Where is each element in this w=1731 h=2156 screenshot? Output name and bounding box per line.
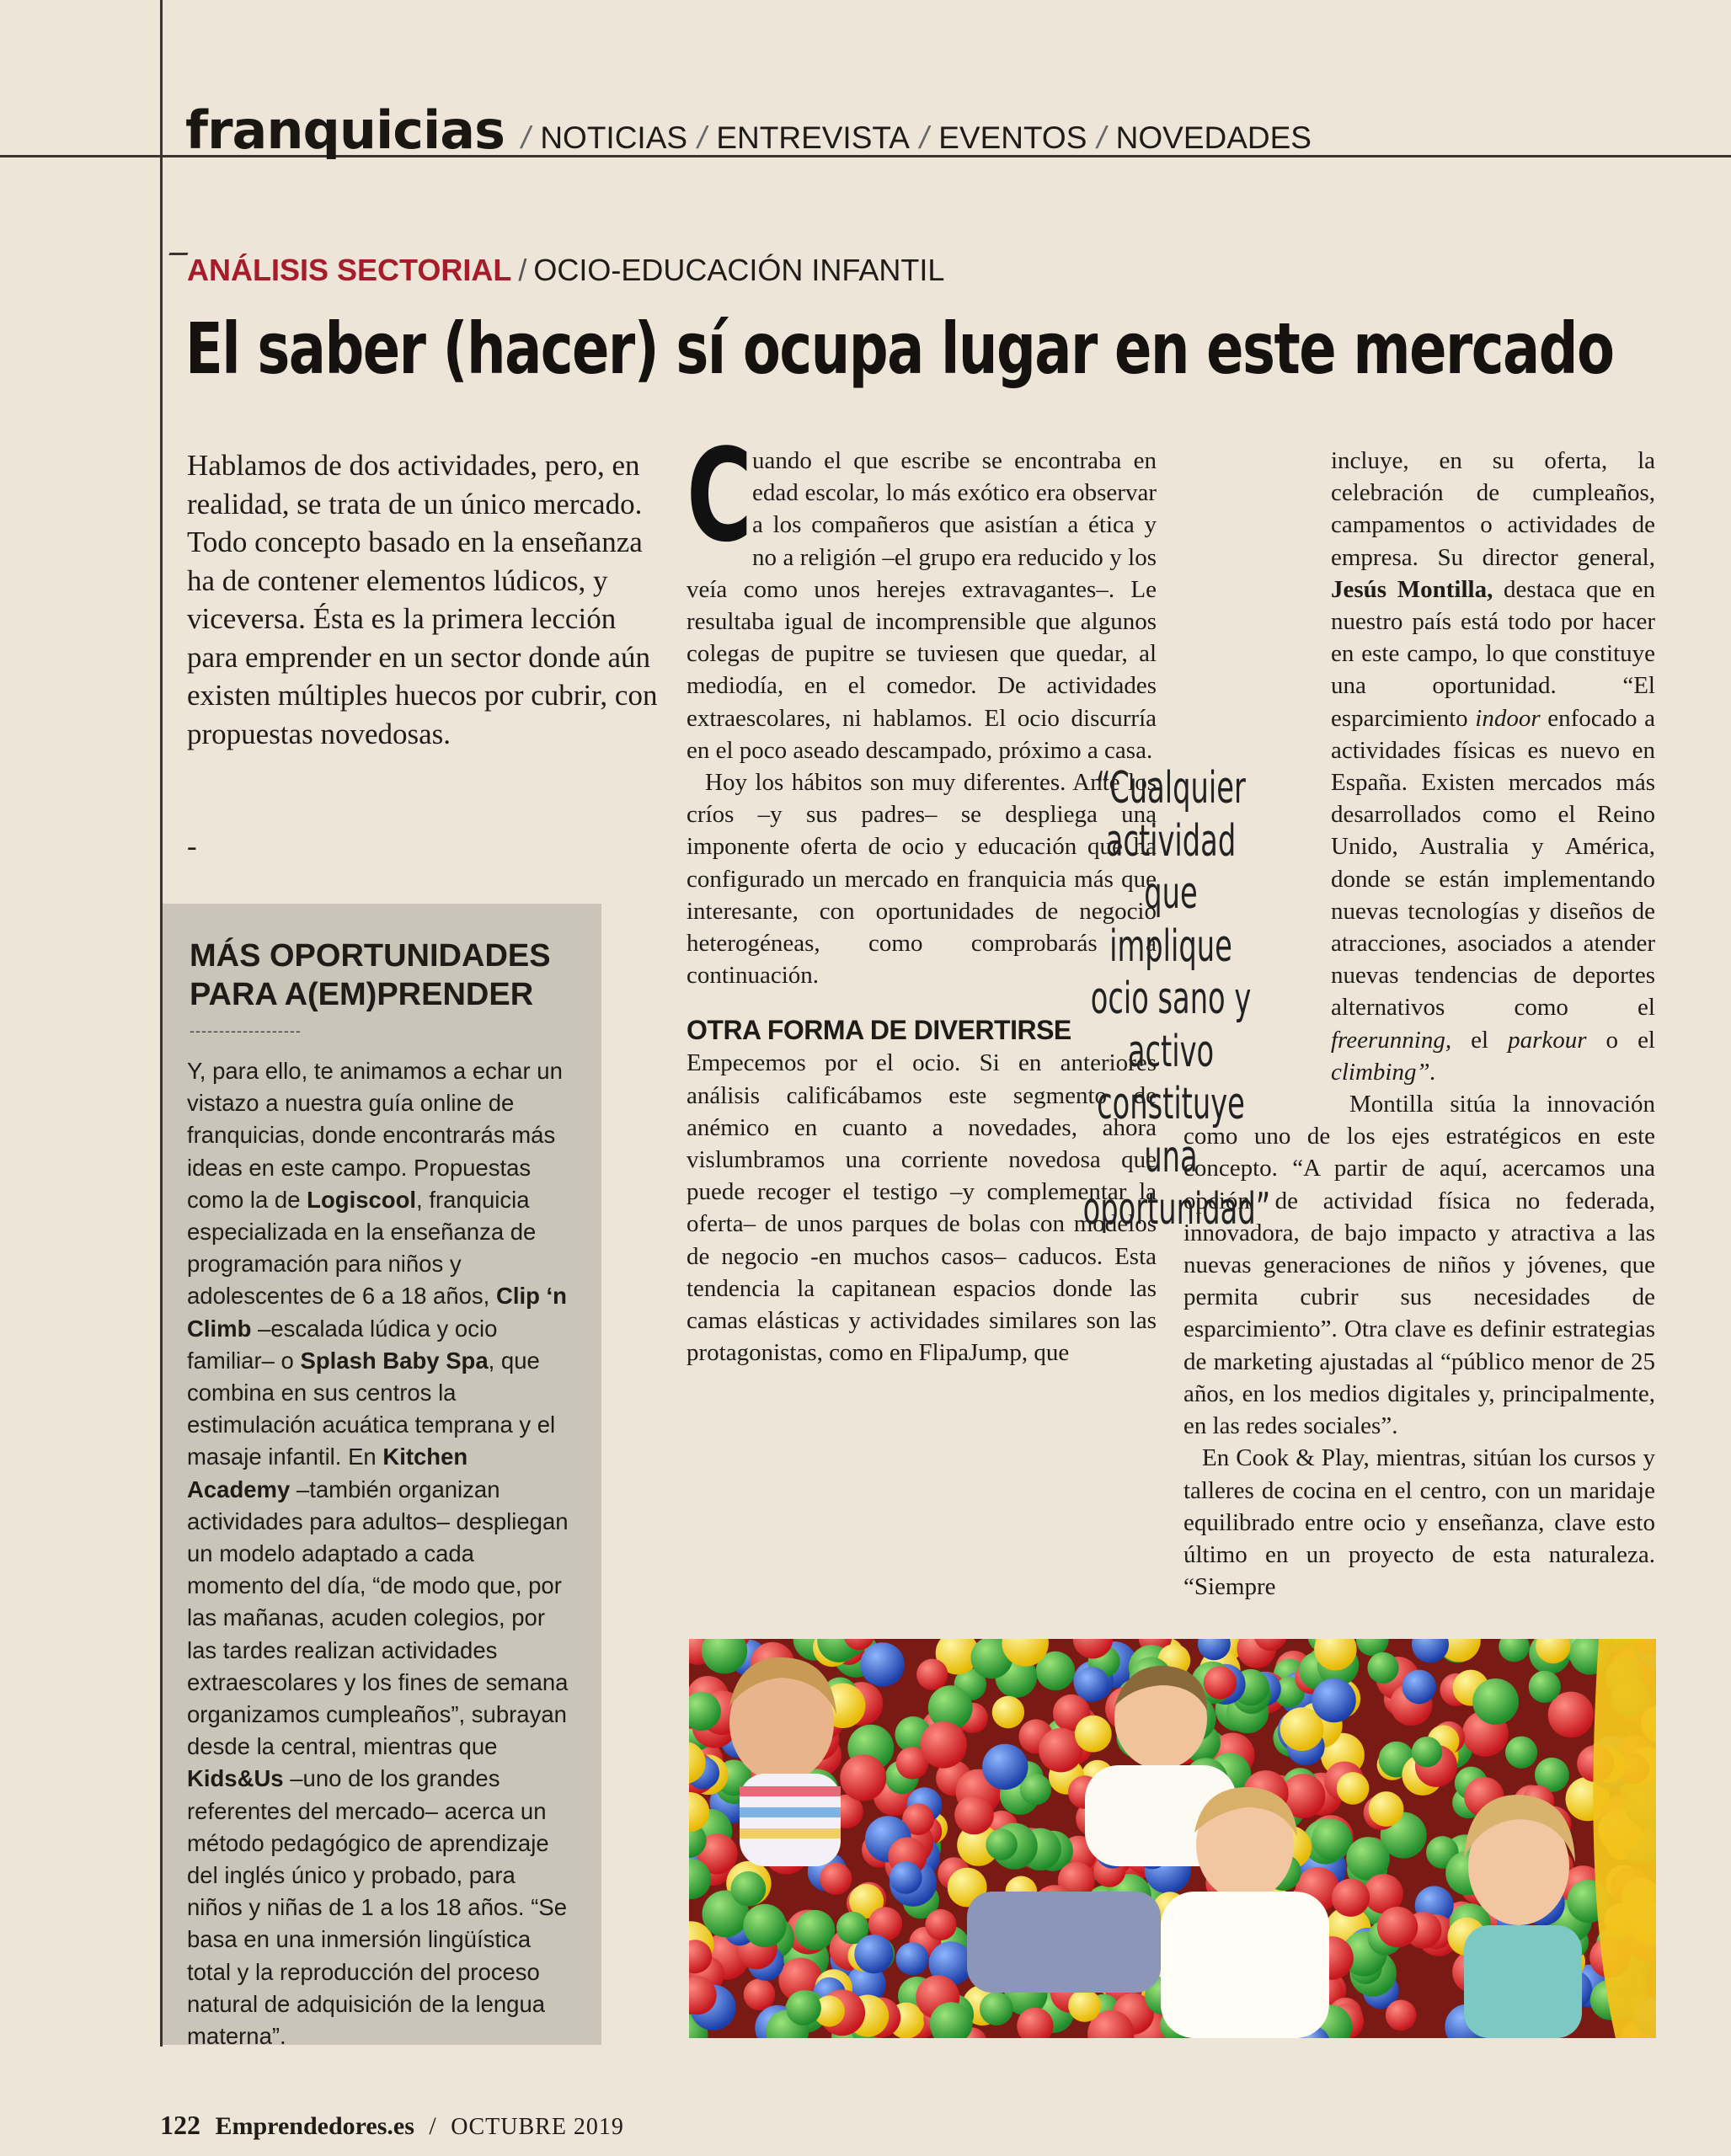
pull-quote: “Cualquier actividad que implique ocio sano y activo constituye una oportunidad” <box>1082 763 1271 1235</box>
ball <box>986 1829 1017 1860</box>
article-paragraph: Montilla sitúa la innovación como uno de los ejes estratégicos en este concepto. “A partir de aquí, acercamos una opción de actividad física no federada, innovadora, de bajo impacto y atractiva a las nuevas generaciones de niños y jóvenes, que permita cubrir sus necesidades de esparcimiento”. Otra clave es definir estrategias de marketing ajustadas al “público menor de 25 años, en los medios digitales y, principalmente, en las redes sociales”. <box>1183 1091 1655 1440</box>
ball <box>1377 1907 1418 1947</box>
article-paragraph: En Cook & Play, mientras, sitúan los cursos y talleres de cocina en el centro, con un maridaje equilibrado entre ocio y enseñanza, clave esto último en un proyecto de esta naturaleza. “Siempre <box>1183 1444 1655 1601</box>
brand-logiscool: Logiscool <box>307 1186 417 1213</box>
section-header <box>185 99 1312 161</box>
subheading: OTRA FORMA DE DIVERTIRSE <box>687 1015 1071 1046</box>
nav-separator: / <box>521 120 531 155</box>
ball <box>854 1935 893 1973</box>
sidebar-rule: ------------------- <box>190 1022 302 1039</box>
headline: El saber (hacer) sí ocupa lugar en este mercado <box>185 307 1614 390</box>
intro-standfirst: Hablamos de dos actividades, pero, en realidad, se trata de un único mercado. Todo concepto basado en la enseñanza ha de contener elementos lúdicos, y viceversa. Ésta es la primera lección para emprender en un sector donde aún existen múltiples huecos por cubrir, con propuestas novedosas. <box>187 449 658 750</box>
intro-dash: - <box>187 830 197 862</box>
ball <box>890 1861 922 1894</box>
ball <box>954 1796 994 1835</box>
article-paragraph: uando el que escribe se encontraba en edad escolar, lo más exótico era observar a los compañeros que asistían a ética y no a religión –el grupo era reducido y los veía como unos herejes extravagantes–. Le resultaba igual de incomprensible que algunos colegas de pupitre se tuviesen que quedar, al mediodía, en el comedor. De actividades extraescolares, ni hablamos. El ocio discurría en el poco aseado descampado, próximo a casa. <box>687 447 1157 764</box>
sidebar-text: Y, para ello, te animamos a echar un vistazo a nuestra guía online de franquicias, donde encontrarás más ideas en este campo. Propuestas como la de Logiscool, franquicia especializada en la enseñanza de programación para niños y adolescentes de 6 a 18 años, Clip ‘n Climb –escalada lúdica y ocio familiar– o Splash Baby Spa, que combina en sus centros la estimulación acuática temprana y el masaje infantil. En Kitchen Academy –también organizan actividades para adultos– despliegan un modelo adaptado a cada momento del día, “de modo que, por las mañanas, acuden colegios, por las tardes realizan actividades extraescolares y los fines de semana organizamos cumpleaños”, subrayan desde la central, mientras que Kids&Us –uno de los grandes referentes del mercado– acerca un método pedagógico de aprendizaje del inglés único y probado, para niños y niñas de 1 a los 18 años. “Se basa en una inmersión lingüística total y la reproducción del proceso natural de adquisición de la lengua materna”. <box>187 1058 569 2050</box>
issue-date: OCTUBRE 2019 <box>451 2114 624 2140</box>
ball <box>840 1754 886 1801</box>
ball <box>916 1659 948 1690</box>
nav-separator: / <box>697 120 707 155</box>
sidebar-title: MÁS OPORTUNIDADES PARA A(EM)PRENDER <box>190 938 551 1012</box>
ball <box>731 1871 767 1907</box>
ball <box>860 1642 905 1687</box>
ball <box>980 1992 1013 2025</box>
ball <box>1204 1666 1237 1699</box>
nav-link-eventos[interactable]: EVENTOS <box>938 120 1087 155</box>
ball <box>920 1721 967 1769</box>
ball <box>744 1978 776 2010</box>
person-name: Jesús Montilla, <box>1331 575 1493 603</box>
brand-splash-baby-spa: Splash Baby Spa <box>300 1347 489 1374</box>
drop-cap: C <box>687 421 753 570</box>
nav-link-novedades[interactable]: NOVEDADES <box>1115 120 1312 155</box>
ball <box>1412 1737 1442 1767</box>
ball <box>1529 1671 1561 1703</box>
ball <box>992 1696 1024 1728</box>
article-paragraph: incluye, en su oferta, la celebración de cumpleaños, campamentos o actividades de empresa. Su director general, Jesús Montilla, destaca que en nuestro país está todo por hacer en este campo, lo que constituye una oportunidad. “El esparcimiento indoor enfocado a actividades físicas es nuevo en España. Existen mercados más desarrollados como el Reino Unido, Australia y América, donde se están implementando nuevas tecnologías y diseños de atracciones, asociados a atender nuevas tendencias de deportes alternativos como el freerunning, el parkour o el climbing”. <box>1331 447 1655 1086</box>
ball <box>1337 1772 1370 1805</box>
ball <box>795 1910 836 1951</box>
ball <box>1402 1670 1437 1705</box>
ball-pit-illustration <box>689 1639 1656 2038</box>
footer-separator: / <box>429 2112 436 2140</box>
nav-separator: / <box>919 120 929 155</box>
kicker-mark <box>151 253 189 306</box>
article-paragraph: Empecemos por el ocio. Si en anteriores análisis calificábamos este segmento de anémico en cuanto a novedades, ahora vislumbramos una corriente novedosa que puede recoger el testigo –y complementar la oferta– de unos parques de bolas con modelos de negocio -en muchos casos– caducos. Esta tendencia la capitanean espacios donde las camas elásticas y actividades similares son las protagonistas, como en FlipaJump, que <box>687 1049 1157 1367</box>
ball <box>1369 1791 1404 1827</box>
ball <box>1075 1716 1112 1753</box>
kicker-separator: / <box>518 253 527 287</box>
brand-kids-and-us: Kids&Us <box>187 1765 284 1792</box>
ball-pit-photo <box>689 1639 1656 2038</box>
page-footer <box>160 2110 624 2141</box>
ball <box>1346 1837 1390 1881</box>
nav-separator: / <box>1097 120 1106 155</box>
ball <box>1332 1879 1370 1917</box>
brand-clip-n-climb: Clip ‘n Climb <box>187 1283 567 1342</box>
ball <box>925 1909 956 1940</box>
ball <box>820 1863 852 1895</box>
page-number: 122 <box>160 2110 200 2140</box>
ball <box>1068 1989 1101 2022</box>
kicker <box>187 253 944 288</box>
section-title: franquicias <box>185 99 505 161</box>
nav-link-noticias[interactable]: NOTICIAS <box>540 120 688 155</box>
ball <box>1472 1678 1519 1725</box>
brand-kitchen-academy: Kitchen Academy <box>187 1444 468 1502</box>
ball <box>982 1744 1028 1790</box>
kicker-topic: OCIO-EDUCACIÓN INFANTIL <box>533 253 945 287</box>
ball <box>1312 1819 1352 1860</box>
ball <box>743 1904 786 1947</box>
ball <box>896 1942 929 1975</box>
ball <box>1386 2000 1417 2031</box>
nav-link-entrevista[interactable]: ENTREVISTA <box>716 120 910 155</box>
ball <box>1367 1652 1398 1684</box>
magazine-name: Emprendedores.es <box>215 2112 414 2140</box>
article-paragraph: Hoy los hábitos son muy diferentes. Ante los críos –y sus padres– se despliega una imponente oferta de ocio y educación que ha configurado un mercado en franquicia más que interesante, con oportunidades de negocio heterogéneas, como comprobarás a continuación. <box>687 769 1157 990</box>
ball <box>1505 1737 1537 1769</box>
kicker-section: ANÁLISIS SECTORIAL <box>187 253 512 287</box>
ball <box>786 1990 821 2025</box>
ball <box>1312 1678 1355 1722</box>
